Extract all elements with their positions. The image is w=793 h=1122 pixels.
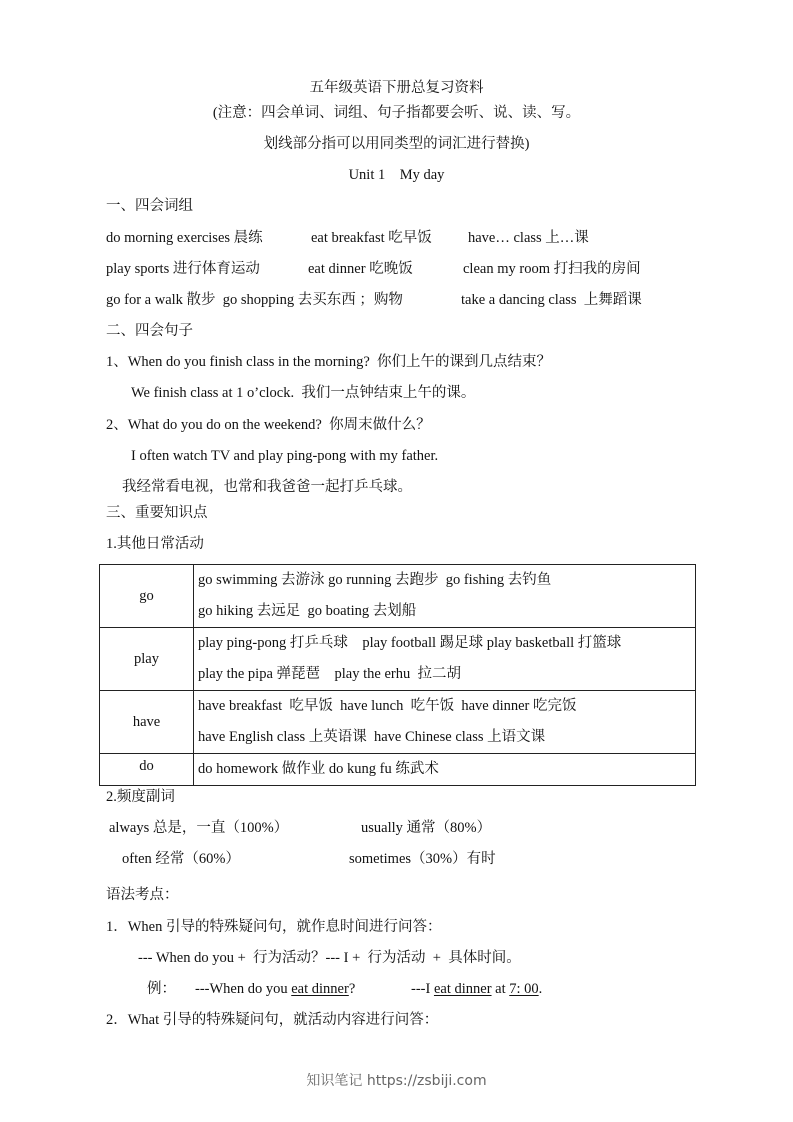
table-row (100, 628, 696, 691)
table-key-cell: do (100, 754, 194, 786)
table-cell-line: play the pipa 弹琵琶 play the erhu 拉二胡 (198, 666, 461, 682)
phrase-item: clean my room 打扫我的房间 (463, 261, 641, 277)
table-cell-line: do homework 做作业 do kung fu 练武术 (198, 761, 439, 777)
note-line-2: 划线部分指可以用同类型的词汇进行替换) (263, 136, 530, 152)
table-cell-line: go swimming 去游泳 go running 去跑步 go fishing 去钓鱼 (198, 572, 552, 588)
section-heading-knowledge: 三、重要知识点 (106, 505, 208, 521)
table-cell-line: have breakfast 吃早饭 have lunch 吃午饭 have dinner 吃完饭 (198, 698, 577, 714)
phrase-item: eat breakfast 吃早饭 (311, 230, 432, 246)
frequency-item: usually 通常（80%） (361, 820, 492, 836)
note-line-1: (注意：四会单词、词组、句子指都要会听、说、读、写。 (212, 105, 581, 121)
example-answer-mid: at (491, 981, 510, 997)
phrase-item: do morning exercises 晨练 (106, 230, 263, 246)
underlined-activity: eat dinner (291, 981, 349, 997)
phrase-item: take a dancing class 上舞蹈课 (461, 292, 642, 308)
frequency-item: often 经常（60%） (122, 851, 240, 867)
table-row (100, 565, 696, 628)
table-cell-line: have English class 上英语课 have Chinese class 上语文课 (198, 729, 546, 745)
grammar-point: 2．What 引导的特殊疑问句，就活动内容进行问答： (106, 1012, 439, 1028)
table-value-cell (194, 565, 696, 628)
subheading-frequency-adverbs: 2.频度副词 (106, 789, 175, 805)
table-key-cell: go (100, 565, 194, 628)
phrase-item: have… class 上…课 (468, 230, 589, 246)
table-value-cell (194, 691, 696, 754)
subheading-daily-activities: 1.其他日常活动 (106, 536, 204, 552)
footer-watermark: 知识笔记 https://zsbiji.com (306, 1073, 487, 1089)
activities-table (99, 564, 696, 786)
page-title: 五年级英语下册总复习资料 (309, 80, 484, 96)
example-answer (411, 980, 542, 998)
table-row (100, 691, 696, 754)
grammar-pattern: --- When do you + 行为活动？--- I + 行为活动 + 具体时间。 (138, 950, 521, 966)
table-value-cell (194, 754, 696, 786)
example-question-prefix: ---When do you (195, 981, 292, 997)
underlined-activity: eat dinner (433, 981, 492, 997)
sentence-question: 1、When do you finish class in the morning? 你们上午的课到几点结束？ (106, 354, 552, 370)
grammar-heading: 语法考点： (106, 887, 179, 903)
section-heading-phrases: 一、四会词组 (106, 198, 193, 214)
sentence-answer-translation: 我经常看电视，也常和我爸爸一起打乒乓球。 (122, 479, 412, 495)
sentence-answer: I often watch TV and play ping-pong with my father. (131, 448, 439, 464)
table-key-cell: play (100, 628, 194, 691)
table-cell-line: go hiking 去远足 go boating 去划船 (198, 603, 417, 619)
example-question (195, 980, 355, 998)
section-heading-sentences: 二、四会句子 (106, 323, 193, 339)
frequency-item: sometimes（30%）有时 (349, 851, 496, 867)
table-key-cell: have (100, 691, 194, 754)
sentence-question: 2、What do you do on the weekend? 你周末做什么？ (106, 417, 431, 433)
frequency-item: always 总是，一直（100%） (109, 820, 289, 836)
phrase-item: go for a walk 散步 go shopping 去买东西 ；购物 (106, 292, 403, 308)
table-row (100, 754, 696, 786)
underlined-time: 7: 00 (509, 981, 539, 997)
phrase-item: eat dinner 吃晚饭 (308, 261, 413, 277)
unit-title: Unit 1 My day (348, 167, 445, 183)
example-label: 例： (147, 981, 176, 997)
sentence-answer: We finish class at 1 o’clock. 我们一点钟结束上午的课。 (131, 385, 476, 401)
table-value-cell (194, 628, 696, 691)
table-cell-line: play ping-pong 打乒乓球 play football 踢足球 play basketball 打篮球 (198, 635, 622, 651)
example-answer-prefix: ---I (411, 981, 434, 997)
phrase-item: play sports 进行体育运动 (106, 261, 260, 277)
grammar-point: 1．When 引导的特殊疑问句，就作息时间进行问答： (106, 919, 442, 935)
example-question-end: ? (348, 981, 356, 997)
example-answer-end: . (538, 981, 543, 997)
